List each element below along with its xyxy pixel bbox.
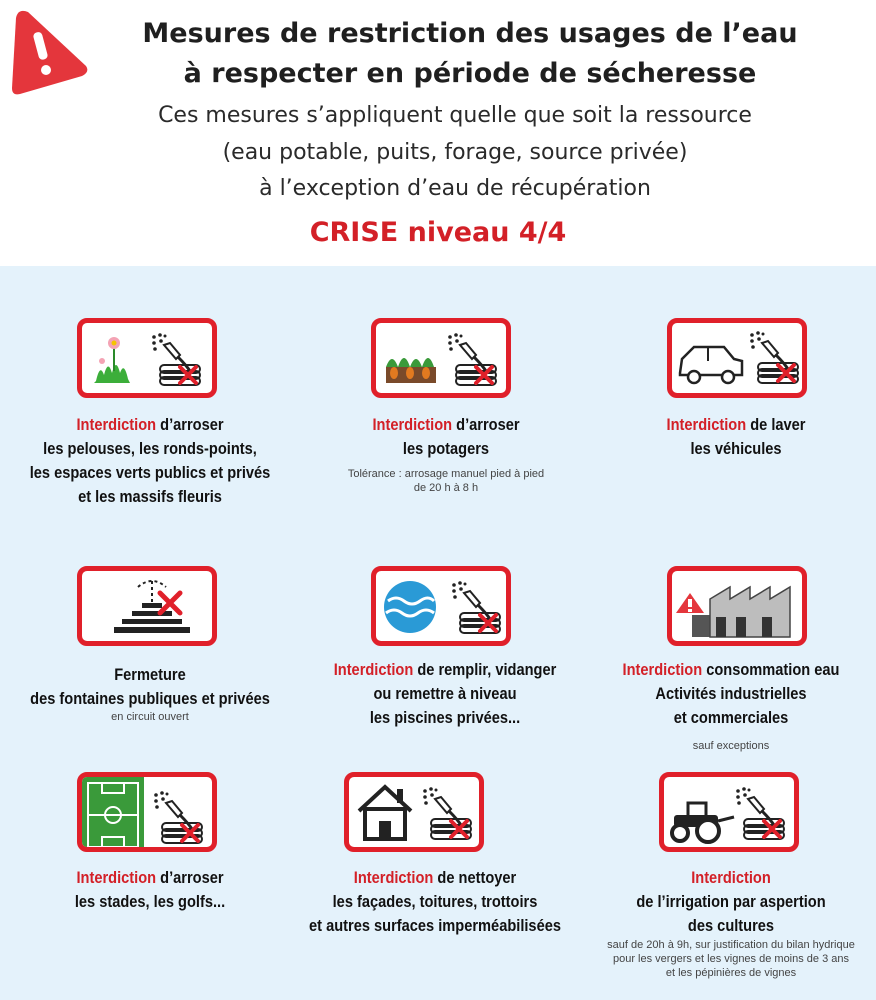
subtitle-line-3: à l’exception d’eau de récupération xyxy=(259,176,651,201)
vegetable-garden-hose-icon xyxy=(371,318,511,398)
factory-icon xyxy=(667,566,807,646)
crisis-level: CRISE niveau 4/4 xyxy=(309,217,567,248)
measure-4-note: en circuit ouvert xyxy=(111,711,189,723)
measure-9-caption: Interdiction de l’irrigation par aspertion des cultures xyxy=(636,868,826,935)
flower-garden-hose-icon xyxy=(77,318,217,398)
title-line-1: Mesures de restriction des usages de l’eau xyxy=(142,18,798,49)
pool-hose-icon xyxy=(371,566,511,646)
measure-6-note: sauf exceptions xyxy=(692,740,770,752)
measure-4-caption: Fermeture des fontaines publiques et privées xyxy=(30,665,270,708)
measure-1-caption: Interdiction d’arroser les pelouses, les ronds-points, les espaces verts publics et privés et les massifs fleuris xyxy=(29,415,271,506)
fountain-icon xyxy=(77,566,217,646)
subtitle-line-2: (eau potable, puits, forage, source privée) xyxy=(222,140,688,165)
measure-3-caption: Interdiction de laver les véhicules xyxy=(666,415,806,458)
measure-2-caption: Interdiction d’arroser les potagers xyxy=(372,415,520,458)
car-hose-icon xyxy=(667,318,807,398)
measure-2-note: Tolérance : arrosage manuel pied à pied de 20 h à 8 h xyxy=(347,468,545,494)
measure-6-caption: Interdiction consommation eau Activités industrielles et commerciales xyxy=(622,660,840,727)
house-hose-icon xyxy=(344,772,484,852)
measure-5-caption: Interdiction de remplir, vidanger ou remettre à niveau les piscines privées... xyxy=(333,660,557,727)
measure-9-note: sauf de 20h à 9h, sur justification du bilan hydrique pour les vergers et les vignes de moins de 3 ans et les pépinières de vignes xyxy=(607,939,855,979)
warning-triangle-icon xyxy=(10,8,90,98)
title-line-2: à respecter en période de sécheresse xyxy=(183,58,757,89)
measure-8-caption: Interdiction de nettoyer les façades, toitures, trottoirs et autres surfaces imperméabilisées xyxy=(309,868,561,935)
tractor-hose-icon xyxy=(659,772,799,852)
header xyxy=(0,0,876,266)
subtitle-line-1: Ces mesures s’appliquent quelle que soit la ressource xyxy=(158,103,752,128)
measure-7-caption: Interdiction d’arroser les stades, les golfs... xyxy=(74,868,226,911)
stadium-hose-icon xyxy=(77,772,217,852)
